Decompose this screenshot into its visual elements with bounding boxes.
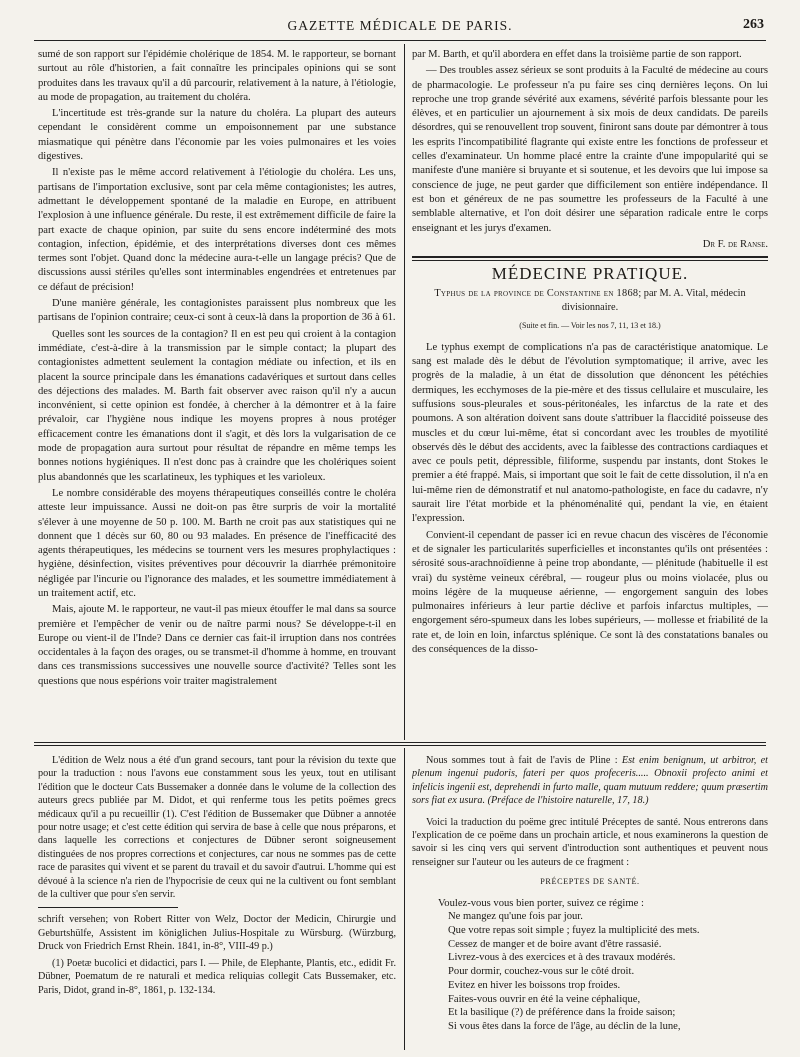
continuation-note: (Suite et fin. — Voir les nos 7, 11, 13 et 18.) bbox=[519, 321, 661, 331]
paragraph: Voici la traduction du poëme grec intitulé Préceptes de santé. Nous entrerons dans l'explication de ce poëme dans un prochain article, et nous examinerons la question de savoir si les cinq vers qui servent d'introduction sont authentiques et peuvent nous renseigner sur l'auteur ou les auteurs de ce fragment : bbox=[412, 816, 768, 868]
article-subtitle bbox=[412, 287, 768, 314]
paragraph: L'incertitude est très-grande sur la nature du choléra. La plupart des auteurs cependant le considèrent comme un empoisonnement par une substance miasmatique qui pénètre dans l'économie par les voies pulmonaires et les voies digestives. bbox=[38, 108, 396, 163]
paragraph: Il n'existe pas le même accord relativement à l'étiologie du choléra. Les uns, partisans de l'importation exclusive, sont par cela même contagionistes; les autres, admettant le développement spontané de la maladie en Europe, en attribuent l'explosion à une influence générale. Du reste, il est extrêmement difficile de faire la part exacte de chaque opinion, par suite du sens encore indéterminé des mots contagion, infection, épidémie, et des interprétations diverses dont ces mêmes termes sont l'objet. Quand donc la médecine aura-t-elle un langage précis? Que de discussions aussi stériles qu'elles sont interminables engendrées et entretenues par ce défaut de précision! bbox=[38, 167, 396, 293]
feuilleton-rule-1 bbox=[34, 742, 766, 743]
paragraph: Quelles sont les sources de la contagion? Il en est peu qui croient à la contagion immédiate, c'est-à-dire à la transmission par le simple contact; la plupart des contagionistes admettent seulement la contagion médiate ou infection, et ils en placent la source principale dans les émanations cadavériques et surtout dans celles des déjections des malades. M. Barth fait observer avec raison qu'il n'y a aucun inconvénient, si cette opinion est fondée, à chercher à la démontrer et à la faire prévaloir, car l'hygiène nous indique les moyens propres à nous protéger efficacement contre les émanations dont il s'agit, et dès lors la vulgarisation de ce mode de propagation aura surtout pour résultat de répandre en même temps les bonnes notions hygiéniques. Il n'est donc pas à craindre que les cholériques soient plus abandonnés que les scarlatineux, les typhiques et les varioleux. bbox=[38, 328, 396, 483]
poem-title: PRÉCEPTES DE SANTÉ. bbox=[540, 877, 640, 887]
poem-line: Evitez en hiver les boissons trop froides. bbox=[448, 979, 621, 991]
poem-line: Livrez-vous à des exercices et à des travaux modérés. bbox=[448, 952, 676, 964]
poem-line: Et la basilique (?) de préférence dans la froide saison; bbox=[448, 1007, 676, 1019]
paragraph: D'une manière générale, les contagionistes paraissent plus nombreux que les partisans de l'opinion contraire; ceux-ci sont à ceux-là dans la proportion de 36 à 61. bbox=[38, 298, 396, 324]
author-signature: Dr F. de Ranse. bbox=[702, 238, 768, 250]
header-rule bbox=[34, 40, 766, 41]
article-subtitle-tail: ; par M. A. Vital, médecin divisionnaire. bbox=[561, 288, 746, 313]
section-title: MÉDECINE PRATIQUE. bbox=[491, 264, 689, 284]
paragraph: Le nombre considérable des moyens thérapeutiques conseillés contre le choléra atteste leur impuissance. Aussi ne doit-on pas être surpris de voir la mortalité s'élever à une moyenne de 50 p. 100. M. Barth ne croit pas aux statistiques qui ne donnent que 1 décès sur 60, 80 ou 93 malades. En présence de l'inefficacité des agents thérapeutiques, les médecins se tournent vers les mesures prophylactiques : hygiène, désinfection, visites préventives pour découvrir la diarrhée prémonitoire négligée par l'incurie ou l'ignorance des malades, et les soumettre immédiatement à un traitement actif, etc. bbox=[38, 487, 396, 599]
feuilleton-rule-2 bbox=[34, 745, 766, 746]
section-rule-thick bbox=[412, 256, 768, 258]
right-column bbox=[412, 48, 768, 738]
paragraph: Le typhus exempt de complications n'a pas de caractéristique anatomique. Le sang est malade dès le début de l'évolution symptomatique; il arrive, avec les progrès de la maladie, à un état de dissolution que dénoncent les pétéchies dermiques, les ecchymoses de la pie-mère et des tissus cellulaire et musculaire, les suffusions sous-pleurales et sous-péritonéales, les infarctus de la rate et des poumons. A son altération doivent sans doute s'attribuer la flaccidité poisseuse des muscles et du cœur lui-même, état si concordant avec les troubles de myotilité observés dès le début des accidents, avec la faiblesse des contractions cardiaques et avec ce pouls petit, dépressible, filiforme, suspendu par instants, dont Stokes le premier a été frappé. Mais, si important que soit le fait de cette dissolution, il n'a en lui-même rien de démonstratif et nul anatomo-pathologiste, en face du cadavre, n'y saurait lire l'état morbide et la phénoménalité qui, pendant la vie, en étaient l'expression. bbox=[412, 341, 768, 525]
poem-line: Pour dormir, couchez-vous sur le côté droit. bbox=[448, 966, 635, 978]
paragraph: sumé de son rapport sur l'épidémie cholérique de 1854. M. le rapporteur, se bornant surtout au rôle d'historien, a fait connaître les principales opinions qui se sont produites dans les travaux qu'il a dû parcourir, relativement à la nature, à l'étiologie, au mode de propagation, au traitement du choléra. bbox=[38, 49, 396, 103]
feuilleton-divider bbox=[404, 748, 405, 1050]
publication-title: GAZETTE MÉDICALE DE PARIS. bbox=[287, 18, 513, 33]
section-rule-thin bbox=[412, 260, 768, 261]
left-column bbox=[38, 48, 396, 738]
poem-line: Si vous êtes dans la force de l'âge, au déclin de la lune, bbox=[448, 1020, 681, 1032]
footnote: schrift versehen; von Robert Ritter von Welz, Doctor der Medicin, Chirurgie und Geburtshülfe, Assistent im königlichen Julius-Hospitale zu Würsburg. (Würzburg, Druck von Friedrich Ernst Rhein. 1841, in-8°, VIII-49 p.) bbox=[38, 914, 396, 953]
pliny-intro: Nous sommes tout à fait de l'avis de Pline : bbox=[426, 755, 622, 766]
feuilleton-left bbox=[38, 754, 396, 1050]
paragraph bbox=[412, 754, 768, 808]
paragraph: L'édition de Welz nous a été d'un grand secours, tant pour la révision du texte que pour la traduction : nous l'avons eue constamment sous les yeux, tout en utilisant l'édition que le docteur Cats Bussemaker a donnée dans le volume de la collection des auteurs grecs publiée par M. Didot, et qui renferme tous les petits poëmes grecs médicaux qu'il a pu recueillir (1). C'est l'édition de Bussemaker que Dübner a annotée pour notre usage; et c'est cette édition qui servira de base à celle que nous préparons, et dans laquelle les corrections et conjectures de Dübner seront soigneusement distinguées de nos propres corrections et conjectures, car nous ne sommes pas de cette race de parasites qui vivent et se parent du travail et du savoir d'autrui. L'homme qui est dévoué à la science n'a rien de l'hypocrisie de ceux qui ne la cultivent ou font semblant de la cultiver que pour s'en servir. bbox=[38, 755, 396, 901]
paragraph: Mais, ajoute M. le rapporteur, ne vaut-il pas mieux étouffer le mal dans sa source première et l'empêcher de venir ou de naître parmi nous? Se développe-t-il en Europe ou vient-il de l'Inde? Dans ce dernier cas fait-il irruption dans nos contrées occidentales à la façon des orages, ou se transmet-il d'homme à homme, en trouvant dans ces transmissions successives une nouvelle source d'activité? Telles sont les questions que nous espérions voir traiter magistralement bbox=[38, 604, 396, 687]
footnote: (1) Poetæ bucolici et didactici, pars I. — Phile, de Elephante, Plantis, etc., edidit Fr. Dübner, Poematum de re naturali et medica reliquias collegit Cats Bussemaker, etc. Paris, Didot, grand in-8°, 1861, p. 132-134. bbox=[38, 957, 396, 996]
paragraph: — Des troubles assez sérieux se sont produits à la Faculté de médecine au cours de pharmacologie. Le professeur n'a pu faire ses cinq dernières leçons. On lui reproche une trop grande sévérité aux examens, sévérité parfois blessante pour les élèves, et en particulier un ajournement à six mois de deux candidats. De pareils désordres, qui se renouvellent trop souvent, finiront sans doute par démontrer à tous les esprits l'incompatibilité flagrante qui existe entre les fonctions de professeur et celles d'examinateur. Un homme placé entre la crainte d'une impopularité qui se manifeste d'une manière si bruyante et si soutenue, et les devoirs que lui impose sa conscience de juge, ne peut garder que difficilement son entière indépendance. Il est bon et généreux de ne pas soumettre les professeurs de la Faculté à une semblable alternative, et l'on doit désirer une séparation radicale entre le corps enseignant et les jurys d'examen. bbox=[412, 65, 768, 234]
poem-line: Ne mangez qu'une fois par jour. bbox=[448, 911, 583, 923]
paragraph: par M. Barth, et qu'il abordera en effet dans la troisième partie de son rapport. bbox=[412, 49, 742, 60]
paragraph: Convient-il cependant de passer ici en revue chacun des viscères de l'économie et de signaler les particularités superficielles et inconstantes qu'ils ont présentées : sérosité sous-arachnoïdienne à peine trop abondante, — plénitude (habituelle il est vrai) du système veineux cérébral, — rougeur plus ou moins violacée, plus ou moins légère de la muqueuse aérienne, — engorgement sanguin des lobes pulmonaires inférieurs à leur partie déclive et parfois infarctus multiples, — engorgement séro-spumeux dans les lobes supérieurs, — mollesse et friabilité de la rate et, de loin en loin, infarctus splénique. Ce sont là des constatations banales ou des conséquences de la disso- bbox=[412, 529, 768, 655]
poem-line: Voulez-vous vous bien porter, suivez ce régime : bbox=[438, 897, 644, 909]
page-number: 263 bbox=[743, 17, 764, 32]
poem-line: Faites-vous ouvrir en été la veine céphalique, bbox=[448, 993, 641, 1005]
article-subtitle-head: Typhus de la province de Constantine en 1868 bbox=[434, 288, 639, 300]
footnote-rule bbox=[38, 907, 178, 908]
poem-line: Cessez de manger et de boire avant d'être rassasié. bbox=[448, 938, 662, 950]
pliny-quote: Est enim benignum, ut arbitror, et plenum ingenui pudoris, fateri per quos profeceris..... Obnoxii profecto animi et infelicis ingenii est, deprehendi in furto malle, quam mutuum reddere; quum præsertim sors fiat ex usura. bbox=[412, 755, 768, 807]
pliny-reference: (Préface de l'histoire naturelle, 17, 18.) bbox=[487, 795, 649, 807]
page-header bbox=[0, 18, 800, 40]
feuilleton-right bbox=[412, 754, 768, 1050]
column-divider bbox=[404, 44, 405, 740]
poem bbox=[438, 897, 768, 1034]
poem-line: Que votre repas soit simple ; fuyez la multiplicité des mets. bbox=[448, 925, 700, 937]
